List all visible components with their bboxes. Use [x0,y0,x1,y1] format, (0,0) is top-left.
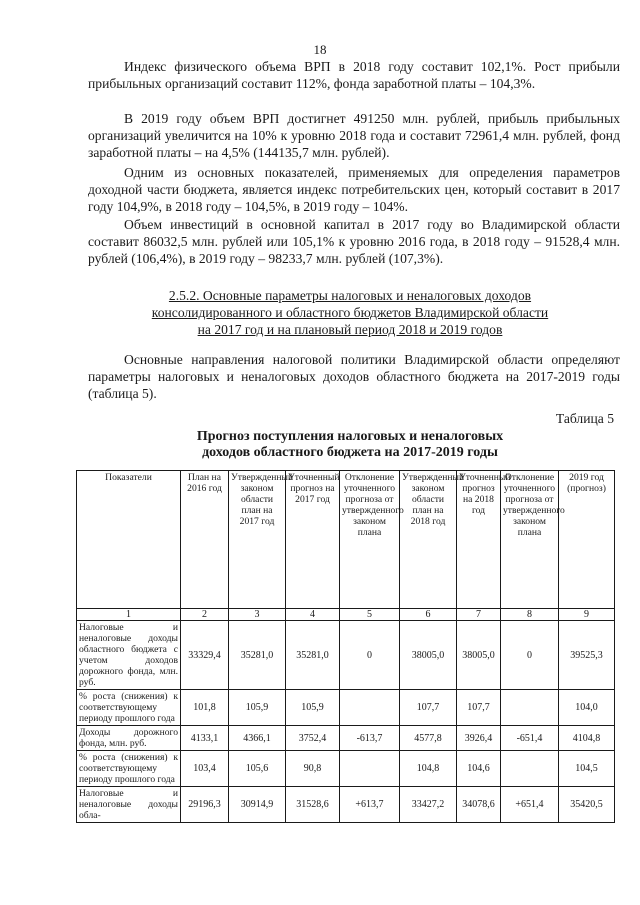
table-cell: 30914,9 [229,787,286,823]
column-number-row [77,609,615,621]
table-cell: +651,4 [501,787,559,823]
column-number: 6 [400,609,457,621]
table-cell [501,690,559,726]
table-cell: 29196,3 [181,787,229,823]
revenue-forecast-table [76,470,615,823]
header-cell: 2019 год (прогноз) [559,471,615,609]
table-cell: 4577,8 [400,726,457,751]
table-cell: 35420,5 [559,787,615,823]
table-title-line: Прогноз поступления налоговых и неналоговых [196,429,504,444]
column-number: 4 [286,609,340,621]
row-label: Налоговые и неналоговые доходы обла- [77,787,181,823]
column-number: 5 [340,609,400,621]
table-cell: 38005,0 [400,621,457,690]
table-cell: 4366,1 [229,726,286,751]
table-cell: -613,7 [340,726,400,751]
table-cell: 0 [501,621,559,690]
header-cell: Утвержденный законом области план на 2017 год [229,471,286,609]
page-number: 18 [313,42,327,57]
table-cell: 107,7 [457,690,501,726]
table-cell: 4133,1 [181,726,229,751]
table-cell: 3752,4 [286,726,340,751]
column-number: 2 [181,609,229,621]
paragraph-vrp-2018: Индекс физического объема ВРП в 2018 году составит 102,1%. Рост прибыли прибыльных организаций составит 112%, фонда заработной платы – 104,3%. [88,59,620,92]
paragraph-tax-policy: Основные направления налоговой политики Владимирской области определяют параметры налоговых и неналоговых доходов областного бюджета на 2017-2019 годы (таблица 5). [88,352,620,402]
table-cell: 39525,3 [559,621,615,690]
table-row [77,751,615,787]
header-cell: План на 2016 год [181,471,229,609]
column-number: 3 [229,609,286,621]
section-heading-line: на 2017 год и на плановый период 2018 и 2019 годов [197,322,503,337]
table-cell: 31528,6 [286,787,340,823]
table-cell: 105,6 [229,751,286,787]
table-cell: 104,8 [400,751,457,787]
header-cell: Уточненный прогноз на 2017 год [286,471,340,609]
section-heading-line: консолидированного и областного бюджетов Владимирской области [151,305,549,320]
column-number: 9 [559,609,615,621]
table-cell: 35281,0 [286,621,340,690]
table-row [77,726,615,751]
table-cell: 0 [340,621,400,690]
table-cell: -651,4 [501,726,559,751]
table-cell: 103,4 [181,751,229,787]
paragraph-consumer-price-index: Одним из основных показателей, применяемых для определения параметров доходной части бюджета, является индекс потребительских цен, который составит в 2017 году 104,9%, в 2018 году – 104,5%, в 2019 году – 104%. [88,165,620,215]
table-cell: 104,0 [559,690,615,726]
header-cell: Уточненный прогноз на 2018 год [457,471,501,609]
row-label: Налоговые и неналоговые доходы областного бюджета с учетом доходов дорожного фонда, млн. руб. [77,621,181,690]
table-cell: 105,9 [229,690,286,726]
table-row [77,621,615,690]
table-cell: 101,8 [181,690,229,726]
table-cell [501,751,559,787]
table-cell: 105,9 [286,690,340,726]
header-cell: Отклонение уточненного прогноза от утвержденного законом плана [501,471,559,609]
row-label: Доходы дорожного фонда, млн. руб. [77,726,181,751]
column-number: 8 [501,609,559,621]
table-cell: 90,8 [286,751,340,787]
table-cell: 34078,6 [457,787,501,823]
header-cell: Показатели [77,471,181,609]
table-label: Таблица 5 [555,411,614,426]
column-number: 1 [77,609,181,621]
table-cell [340,690,400,726]
table-cell: 33427,2 [400,787,457,823]
table-title-line: доходов областного бюджета на 2017-2019 годы [202,445,498,460]
header-cell: Отклонение уточненного прогноза от утвержденного законом плана [340,471,400,609]
table-cell: 107,7 [400,690,457,726]
table-cell: +613,7 [340,787,400,823]
table-title [100,429,600,461]
table-cell: 35281,0 [229,621,286,690]
table-cell: 104,5 [559,751,615,787]
table-cell: 33329,4 [181,621,229,690]
table-header-row [77,471,615,609]
paragraph-vrp-2019: В 2019 году объем ВРП достигнет 491250 млн. рублей, прибыль прибыльных организаций увеличится на 10% к уровню 2018 года и составит 72961,4 млн. рублей, фонд заработной платы – на 4,5% (144135,7 млн. рублей). [88,111,620,161]
column-number: 7 [457,609,501,621]
row-label: % роста (снижения) к соответствующему периоду прошлого года [77,690,181,726]
table-row [77,690,615,726]
table-cell: 3926,4 [457,726,501,751]
paragraph-investments: Объем инвестиций в основной капитал в 2017 году во Владимирской области составит 86032,5 млн. рублей или 105,1% к уровню 2016 года, в 2018 году – 91528,4 млн. рублей (106,4%), в 2019 году – 98233,7 млн. рублей (107,3%). [88,217,620,267]
row-label: % роста (снижения) к соответствующему периоду прошлого года [77,751,181,787]
table-cell: 38005,0 [457,621,501,690]
section-heading [100,287,600,338]
section-heading-line: 2.5.2. Основные параметры налоговых и неналоговых доходов [168,288,532,303]
table-cell: 104,6 [457,751,501,787]
table-cell [340,751,400,787]
table-cell: 4104,8 [559,726,615,751]
table-row [77,787,615,823]
header-cell: Утвержденный законом области план на 2018 год [400,471,457,609]
